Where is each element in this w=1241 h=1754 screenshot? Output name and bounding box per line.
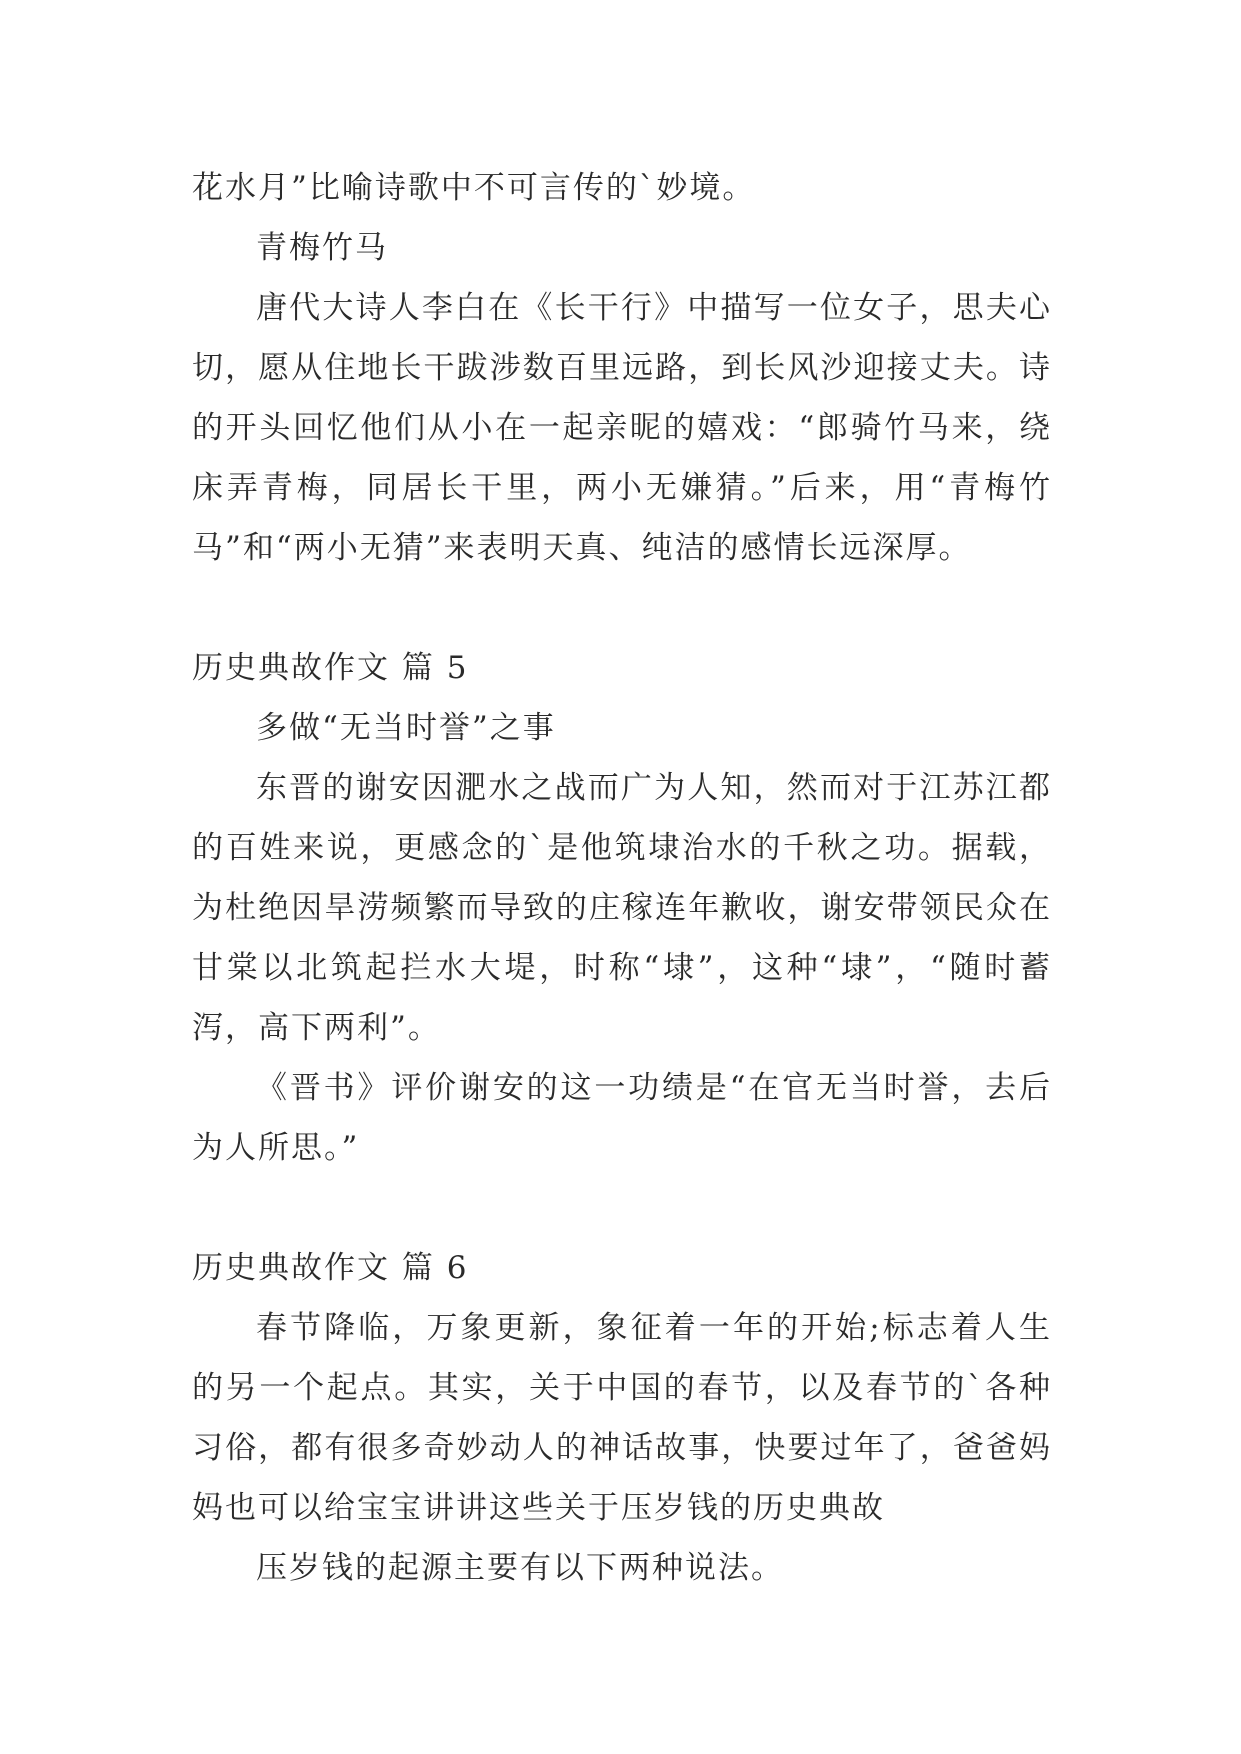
body-paragraph: 压岁钱的起源主要有以下两种说法。: [256, 1550, 784, 1586]
subtitle-wudang-shiyu: 多做“无当时誉”之事: [256, 710, 556, 746]
document-page: [192, 158, 1052, 1598]
body-paragraph: 春节降临，万象更新，象征着一年的开始;标志着人生的另一个起点。其实，关于中国的春节，以及春节的`各种习俗，都有很多奇妙动人的神话故事，快要过年了，爸爸妈妈也可以给宝宝讲讲这些关于压岁钱的历史典故: [192, 1310, 1052, 1526]
body-paragraph: 《晋书》评价谢安的这一功绩是“在官无当时誉，去后为人所思。”: [192, 1070, 1052, 1166]
section-heading-5: 历史典故作文 篇 5: [192, 650, 469, 686]
body-paragraph: 东晋的谢安因淝水之战而广为人知，然而对于江苏江都的百姓来说，更感念的`是他筑埭治水的千秋之功。据载，为杜绝因旱涝频繁而导致的庄稼连年歉收，谢安带领民众在甘棠以北筑起拦水大堤，时称“埭”，这种“埭”，“随时蓄泻，高下两利”。: [192, 770, 1052, 1046]
section-heading-6: 历史典故作文 篇 6: [192, 1250, 469, 1286]
body-paragraph: 唐代大诗人李白在《长干行》中描写一位女子，思夫心切，愿从住地长干跋涉数百里远路，到长风沙迎接丈夫。诗的开头回忆他们从小在一起亲昵的嬉戏：“郎骑竹马来，绕床弄青梅，同居长干里，两小无嫌猜。”后来，用“青梅竹马”和“两小无猜”来表明天真、纯洁的感情长远深厚。: [192, 290, 1052, 566]
intro-tail-paragraph: 花水月”比喻诗歌中不可言传的`妙境。: [192, 170, 756, 206]
subtitle-qingmei-zhuma: 青梅竹马: [256, 230, 388, 266]
